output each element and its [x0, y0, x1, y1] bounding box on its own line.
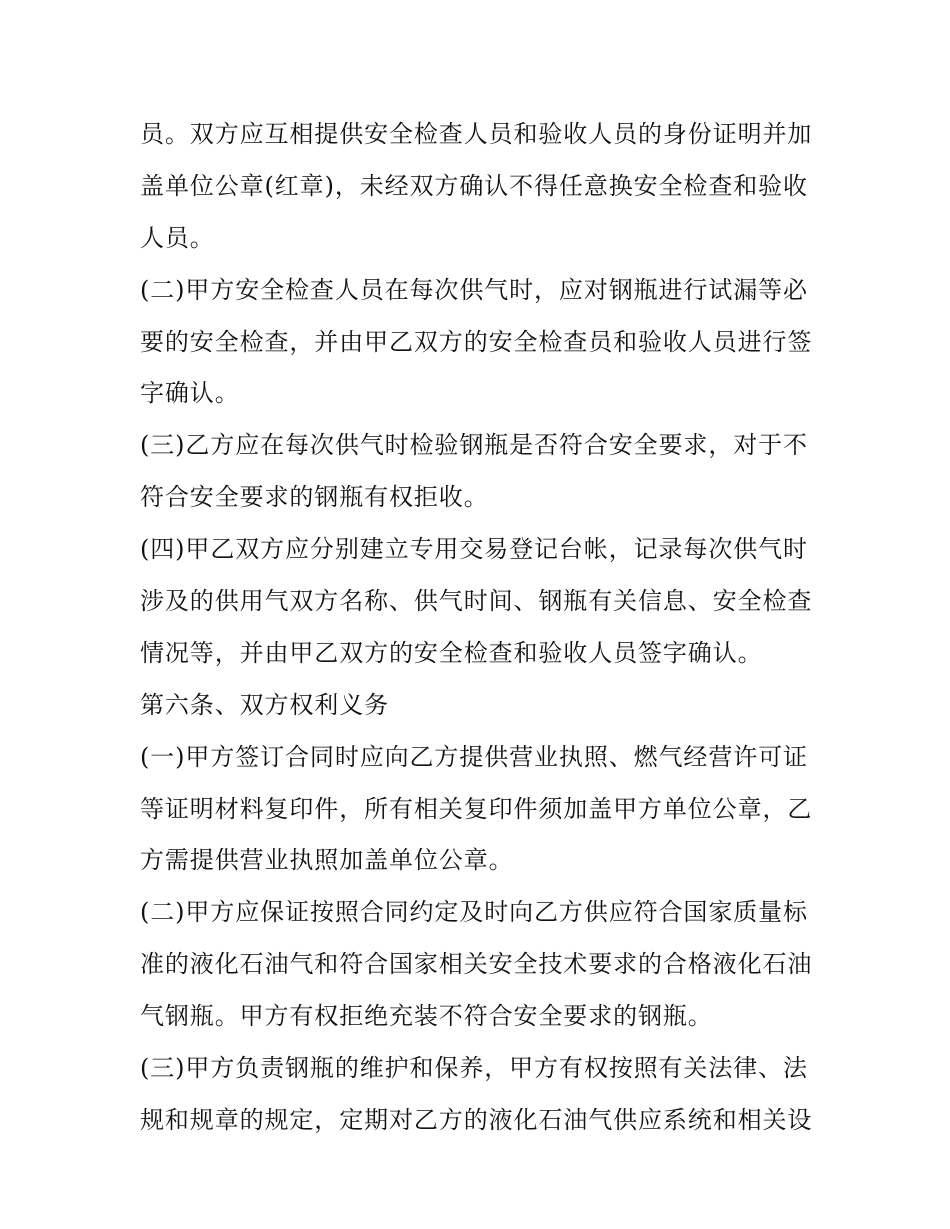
text-line: (二)甲方安全检查人员在每次供气时，应对钢瓶进行试漏等必 — [140, 275, 808, 304]
text-line: 情况等，并由甲乙双方的安全检查和验收人员签字确认。 — [140, 638, 763, 667]
text-line: (三)乙方应在每次供气时检验钢瓶是否符合安全要求，对于不 — [140, 431, 808, 460]
text-line: 符合安全要求的钢瓶有权拒收。 — [140, 483, 489, 512]
text-line: (二)甲方应保证按照合同约定及时向乙方供应符合国家质量标 — [140, 898, 808, 927]
text-line: 气钢瓶。甲方有权拒绝充装不符合安全要求的钢瓶。 — [140, 1002, 713, 1031]
text-line: (四)甲乙双方应分别建立专用交易登记台帐，记录每次供气时 — [140, 535, 808, 564]
text-line: 等证明材料复印件，所有相关复印件须加盖甲方单位公章，乙 — [140, 794, 813, 823]
text-line: 方需提供营业执照加盖单位公章。 — [140, 846, 514, 875]
text-line: 盖单位公章(红章)，未经双方确认不得任意换安全检查和验收 — [140, 171, 808, 200]
text-line: (一)甲方签订合同时应向乙方提供营业执照、燃气经营许可证 — [140, 742, 808, 771]
text-line: 员。双方应互相提供安全检查人员和验收人员的身份证明并加 — [140, 120, 813, 148]
text-line: 涉及的供用气双方名称、供气时间、钢瓶有关信息、安全检查 — [140, 587, 813, 616]
text-line: 人员。 — [140, 223, 215, 252]
text-line: (三)甲方负责钢瓶的维护和保养，甲方有权按照有关法律、法 — [140, 1054, 808, 1083]
text-line: 准的液化石油气和符合国家相关安全技术要求的合格液化石油 — [140, 950, 813, 979]
text-line: 要的安全检查，并由甲乙双方的安全检查员和验收人员进行签 — [140, 327, 813, 356]
text-line: 字确认。 — [140, 379, 240, 408]
section-heading: 第六条、双方权利义务 — [140, 690, 389, 719]
document-body — [140, 109, 820, 1147]
text-line: 规和规章的规定，定期对乙方的液化石油气供应系统和相关设 — [140, 1105, 813, 1134]
